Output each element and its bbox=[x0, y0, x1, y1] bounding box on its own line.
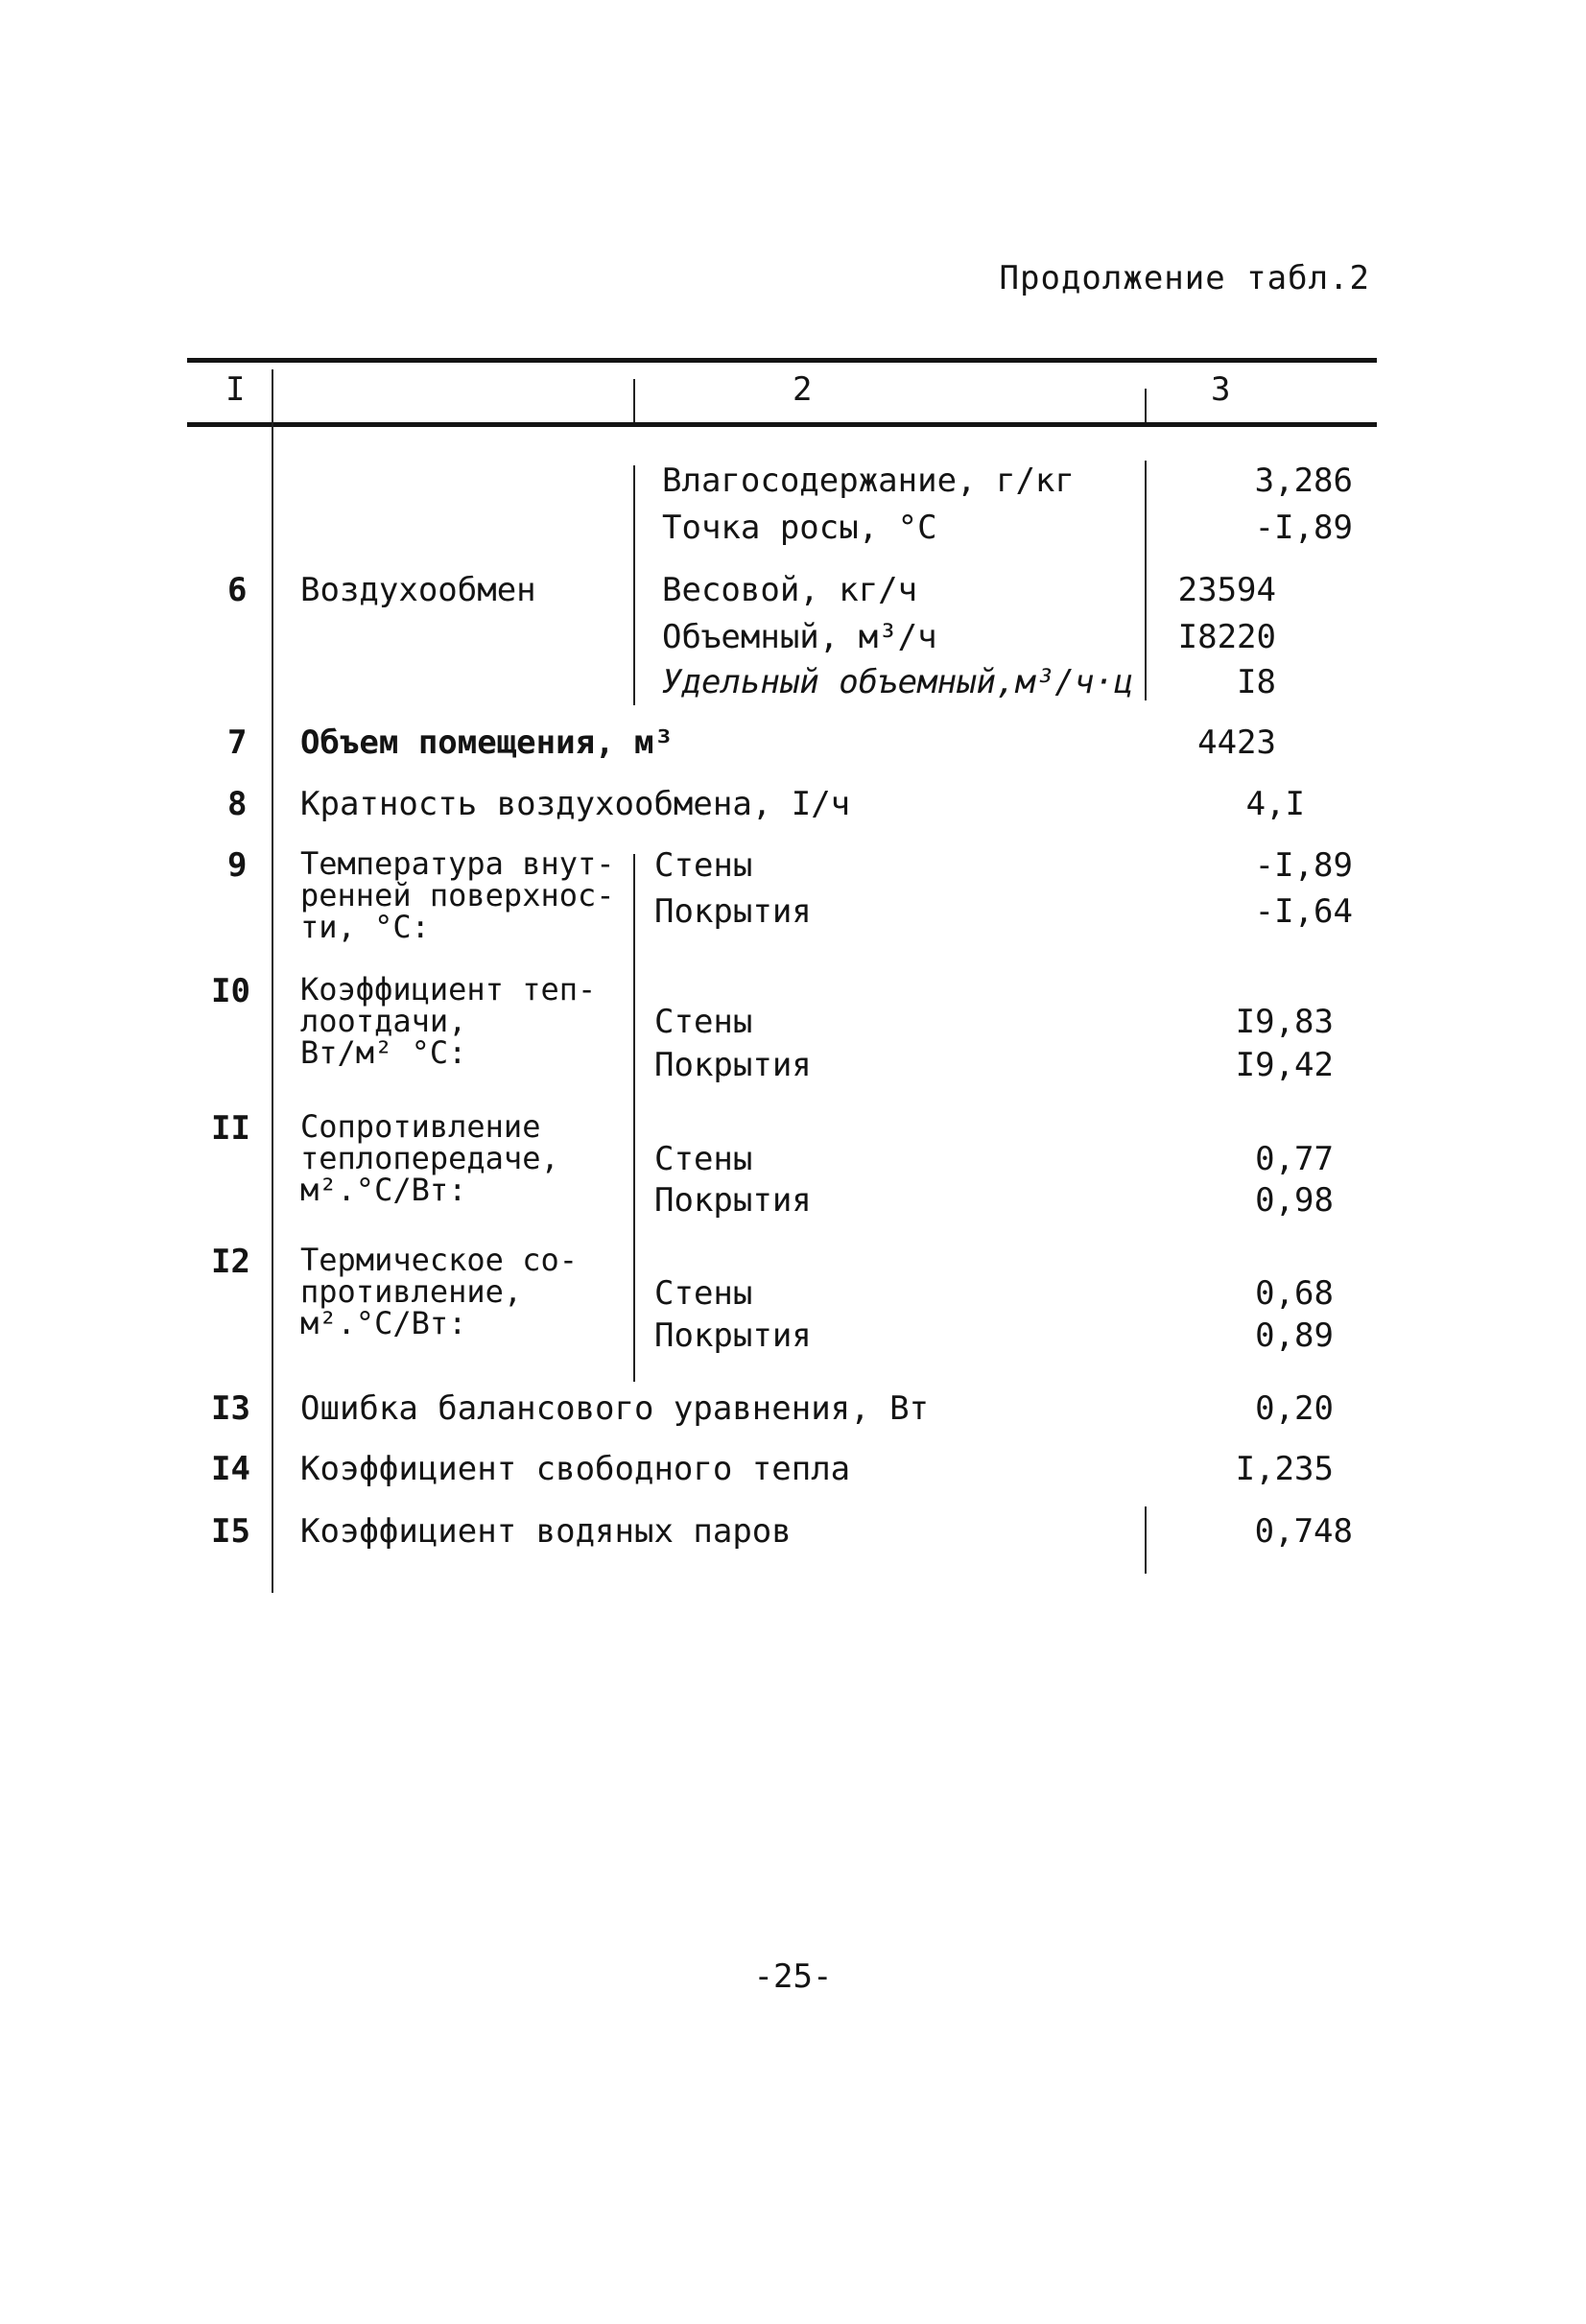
column-divider-2-top bbox=[633, 379, 635, 422]
cell-value: I,235 bbox=[1235, 1450, 1334, 1488]
cell-value: 0,89 bbox=[1255, 1316, 1334, 1355]
cell-value: 0,748 bbox=[1254, 1512, 1353, 1551]
cell-value: -I,64 bbox=[1254, 892, 1353, 931]
parameter-name: Коэффициент водяных паров bbox=[300, 1512, 792, 1551]
cell-value: 4,I bbox=[1245, 785, 1305, 823]
page-number: -25- bbox=[753, 1957, 833, 1996]
parameter-name: Коэффициент свободного тепла bbox=[300, 1450, 851, 1488]
cell-value: I9,42 bbox=[1235, 1046, 1334, 1084]
row-number: I5 bbox=[211, 1512, 250, 1551]
cell-value: 0,68 bbox=[1255, 1274, 1334, 1313]
parameter-name: Кратность воздухообмена, I/ч bbox=[300, 785, 851, 823]
header-col-2: 2 bbox=[793, 370, 813, 409]
sub-label: Стены bbox=[654, 1003, 753, 1041]
sub-label: Покрытия bbox=[654, 1046, 812, 1084]
header-col-1: I bbox=[225, 370, 246, 409]
sub-label: Влагосодержание, г/кг bbox=[662, 462, 1075, 500]
row-number: I2 bbox=[211, 1243, 250, 1281]
cell-value: 3,286 bbox=[1254, 462, 1353, 500]
cell-value: I9,83 bbox=[1235, 1003, 1334, 1041]
sub-label: Объемный, м³/ч bbox=[662, 618, 937, 656]
sub-label: Точка росы, °С bbox=[662, 509, 937, 547]
cell-value: 0,98 bbox=[1255, 1181, 1334, 1220]
row-number: I4 bbox=[211, 1450, 250, 1488]
parameter-name: Температура внут- ренней поверхнос- ти, °С: bbox=[300, 845, 615, 945]
sub-label: Стены bbox=[654, 1274, 753, 1313]
column-divider-2b bbox=[633, 854, 635, 1382]
column-divider-3b bbox=[1145, 1506, 1147, 1574]
sub-label: Весовой, кг/ч bbox=[662, 571, 918, 609]
row-number: I3 bbox=[211, 1389, 250, 1428]
sub-label: Покрытия bbox=[654, 892, 812, 931]
row-number: 6 bbox=[227, 571, 248, 609]
parameter-name: Ошибка балансового уравнения, Вт bbox=[300, 1389, 930, 1428]
row-number: 8 bbox=[227, 785, 248, 823]
table-caption: Продолжение табл.2 bbox=[999, 259, 1370, 297]
parameter-name: Объем помещения, м³ bbox=[300, 723, 674, 762]
row-number: II bbox=[211, 1109, 250, 1148]
parameter-name: Сопротивление теплопередаче, м².°С/Вт: bbox=[300, 1108, 559, 1208]
sub-label: Покрытия bbox=[654, 1181, 812, 1220]
column-divider-3-top bbox=[1145, 389, 1147, 422]
table-top-rule bbox=[187, 358, 1377, 363]
cell-value: -I,89 bbox=[1254, 846, 1353, 885]
cell-value: -I,89 bbox=[1254, 509, 1353, 547]
table-header-rule bbox=[187, 422, 1377, 427]
cell-value: 0,77 bbox=[1255, 1140, 1334, 1178]
parameter-name: Термическое со- противление, м².°С/Вт: bbox=[300, 1242, 578, 1341]
parameter-name: Воздухообмен bbox=[300, 571, 536, 609]
header-col-3: 3 bbox=[1211, 370, 1231, 409]
cell-value: 4423 bbox=[1197, 723, 1276, 762]
cell-value: 23594 bbox=[1177, 571, 1276, 609]
sub-label: Удельный объемный,м³/ч·ц bbox=[662, 663, 1134, 701]
column-divider-1 bbox=[272, 369, 273, 1593]
cell-value: 0,20 bbox=[1255, 1389, 1334, 1428]
sub-label: Покрытия bbox=[654, 1316, 812, 1355]
row-number: 9 bbox=[227, 846, 248, 885]
parameter-name: Коэффициент теп- лоотдачи, Вт/м² °С: bbox=[300, 971, 597, 1071]
cell-value: I8220 bbox=[1177, 618, 1276, 656]
cell-value: I8 bbox=[1237, 663, 1276, 701]
column-divider-2 bbox=[633, 465, 635, 705]
row-number: 7 bbox=[227, 723, 248, 762]
row-number: I0 bbox=[211, 972, 250, 1010]
sub-label: Стены bbox=[654, 1140, 753, 1178]
sub-label: Стены bbox=[654, 846, 753, 885]
